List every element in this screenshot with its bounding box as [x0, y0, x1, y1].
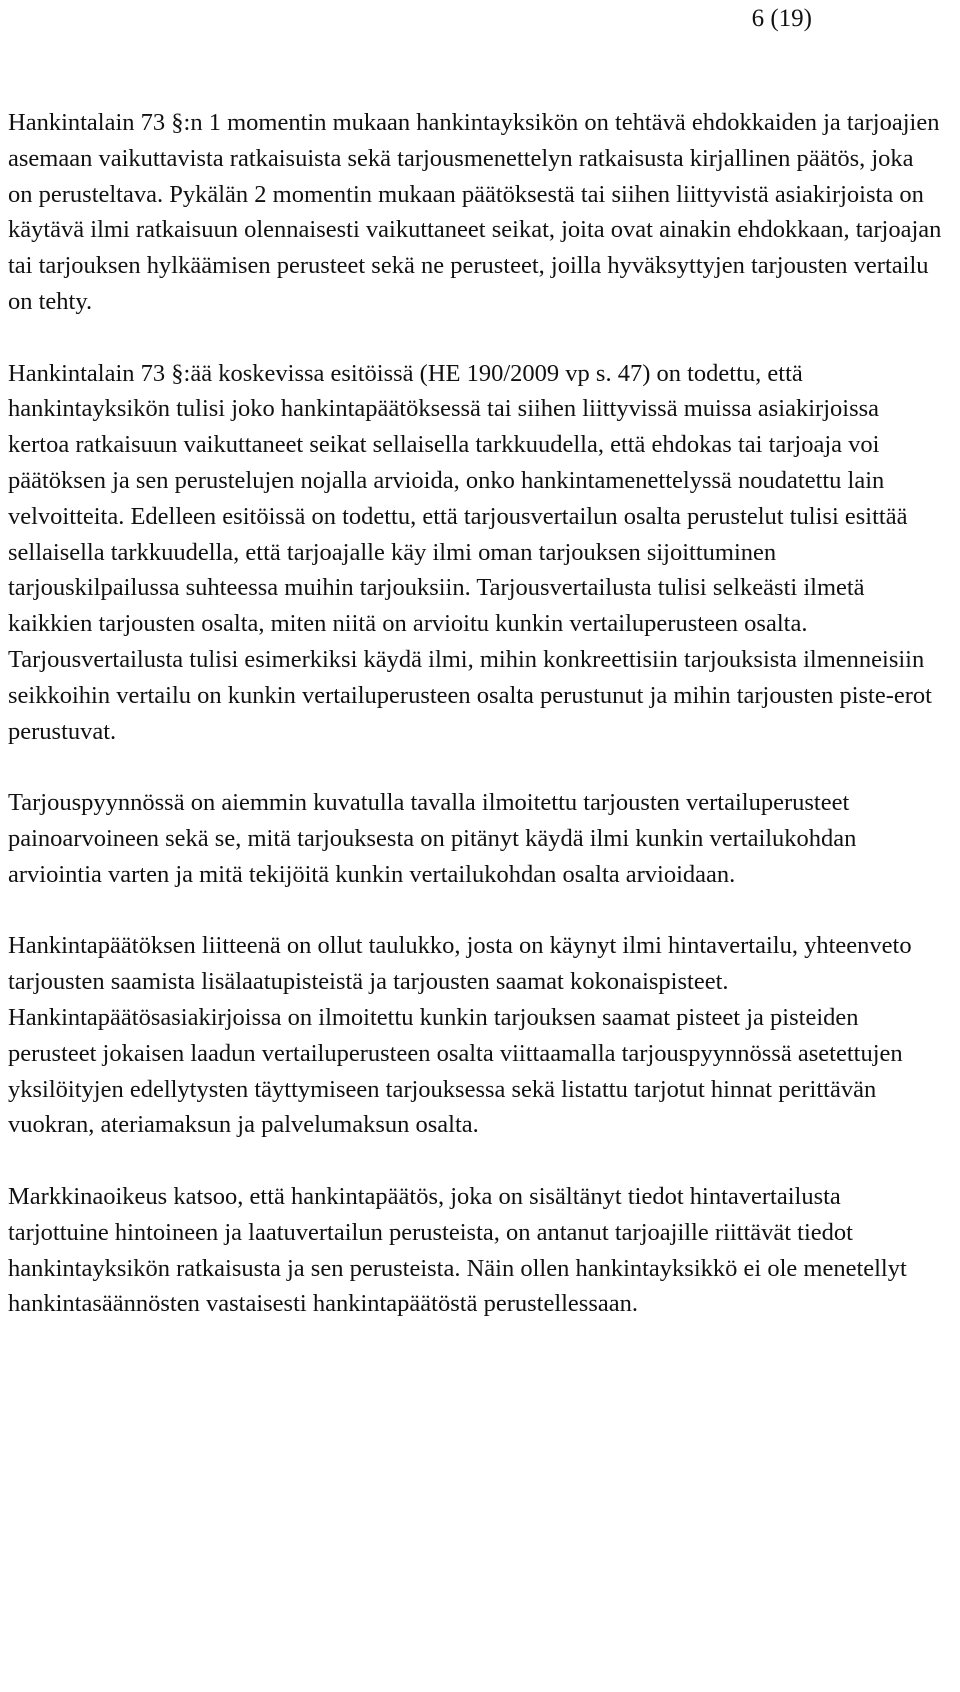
document-body — [8, 105, 944, 1322]
page-number: 6 (19) — [751, 5, 812, 32]
paragraph-preparatory-works: Hankintalain 73 §:ää koskevissa esitöissä (HE 190/2009 vp s. 47) on todettu, että hankintayksikön tulisi joko hankintapäätöksessä tai siihen liittyvissä muissa asiakirjoissa kertoa ratkaisuun vaikuttaneet seikat sellaisella tarkkuudella, että ehdokas tai tarjoaja voi päätöksen ja sen perustelujen nojalla arvioida, onko hankintamenettelyssä noudatettu lain velvoitteita. Edelleen esitöissä on todettu, että tarjousvertailun osalta perustelut tulisi esittää sellaisella tarkkuudella, että tarjoajalle käy ilmi oman tarjouksen sijoittuminen tarjouskilpailussa suhteessa muihin tarjouksiin. Tarjousvertailusta tulisi selkeästi ilmetä kaikkien tarjousten osalta, miten niitä on arvioitu kunkin vertailuperusteen osalta. Tarjousvertailusta tulisi esimerkiksi käydä ilmi, mihin konkreettisiin tarjouksista ilmenneisiin seikkoihin vertailu on kunkin vertailuperusteen osalta perustunut ja mihin tarjousten piste-erot perustuvat. — [8, 359, 932, 745]
paragraph-court-assessment: Markkinaoikeus katsoo, että hankintapäätös, joka on sisältänyt tiedot hintavertailusta tarjottuine hintoineen ja laatuvertailun perusteista, on antanut tarjoajille riittävät tiedot hankintayksikön ratkaisusta ja sen perusteista. Näin ollen hankintayksikkö ei ole menetellyt hankintasäännösten vastaisesti hankintapäätöstä perustellessaan. — [8, 1182, 907, 1318]
paragraph-procurement-decision: Hankintapäätöksen liitteenä on ollut taulukko, josta on käynyt ilmi hintavertailu, yhteenveto tarjousten saamista lisälaatupisteistä ja tarjousten saamat kokonaispisteet. Hankintapäätösasiakirjoissa on ilmoitettu kunkin tarjouksen saamat pisteet ja pisteiden perusteet jokaisen laadun vertailuperusteen osalta viittaamalla tarjouspyynnössä asetettujen yksilöityjen edellytysten täyttymiseen tarjouksessa sekä listattu tarjotut hinnat perittävän vuokran, ateriamaksun ja palvelumaksun osalta. — [8, 932, 912, 1139]
paragraph-request-for-tenders: Tarjouspyynnössä on aiemmin kuvatulla tavalla ilmoitettu tarjousten vertailuperusteet painoarvoineen sekä se, mitä tarjouksesta on pitänyt käydä ilmi kunkin vertailukohdan arviointia varten ja mitä tekijöitä kunkin vertailukohdan osalta arvioidaan. — [8, 789, 857, 888]
paragraph-legal-basis: Hankintalain 73 §:n 1 momentin mukaan hankintayksikön on tehtävä ehdokkaiden ja tarjoajien asemaan vaikuttavista ratkaisuista sekä tarjousmenettelyn ratkaisusta kirjallinen päätös, joka on perusteltava. Pykälän 2 momentin mukaan päätöksestä tai siihen liittyvistä asiakirjoista on käytävä ilmi ratkaisuun olennaisesti vaikuttaneet seikat, joita ovat ainakin ehdokkaan, tarjoajan tai tarjouksen hylkäämisen perusteet sekä ne perusteet, joilla hyväksyttyjen tarjousten vertailu on tehty. — [8, 109, 942, 315]
